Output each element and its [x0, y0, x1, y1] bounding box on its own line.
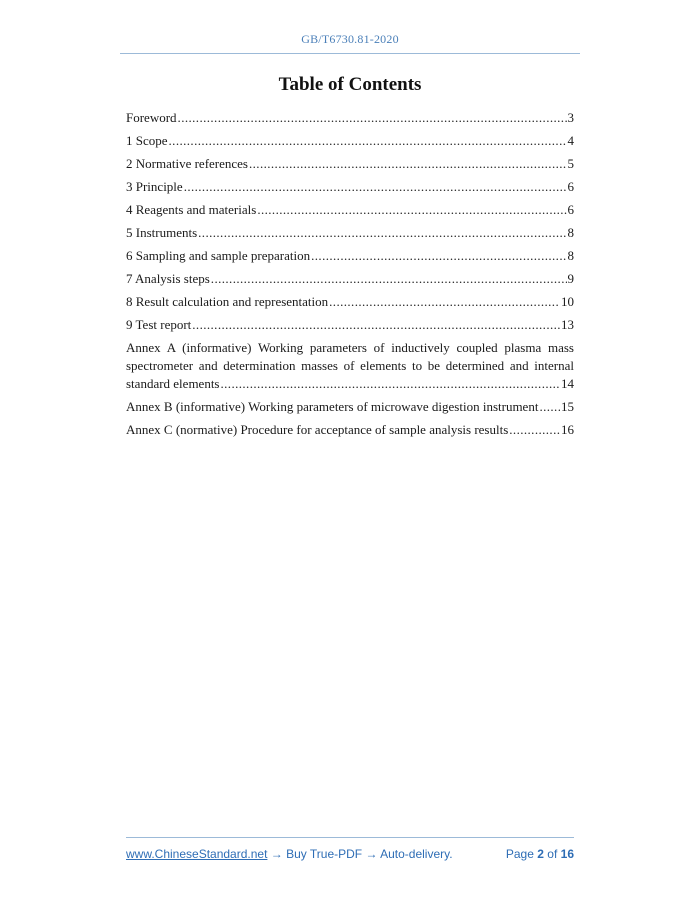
- toc-entry-normative-references[interactable]: [126, 155, 574, 173]
- toc-entry-title: 4 Reagents and materials: [126, 202, 257, 217]
- toc-entry-page: 8: [567, 225, 574, 240]
- dot-leader: [311, 247, 566, 265]
- toc-title: Table of Contents: [278, 74, 422, 95]
- toc-entry-instruments[interactable]: [126, 224, 574, 242]
- dot-leader: [184, 178, 567, 196]
- toc-entry-foreword[interactable]: [126, 109, 574, 127]
- toc-entry-title: Annex B (informative) Working parameters of microwave digestion instrument: [126, 399, 539, 414]
- dot-leader: [257, 201, 566, 219]
- toc-entry-page: 8: [567, 248, 574, 263]
- toc-entry-scope[interactable]: [126, 132, 574, 150]
- footer-promo-text: → Buy True-PDF → Auto-delivery.: [267, 847, 453, 861]
- toc-entry-reagents[interactable]: [126, 201, 574, 219]
- toc-entry-title: 6 Sampling and sample preparation: [126, 248, 311, 263]
- dot-leader: [539, 398, 560, 416]
- toc-entry-result-calculation[interactable]: [126, 293, 574, 311]
- dot-leader: [329, 293, 560, 311]
- dot-leader: [198, 224, 566, 242]
- dot-leader: [221, 375, 561, 393]
- footer-page-of: of: [547, 847, 558, 861]
- toc-entry-title: 7 Analysis steps: [126, 271, 210, 286]
- toc-entry-annex-c[interactable]: [126, 421, 574, 439]
- toc-entry-page: 6: [567, 202, 574, 217]
- toc-entry-page: 3: [567, 110, 574, 125]
- header-divider: [120, 53, 580, 54]
- toc-entry-test-report[interactable]: [126, 316, 574, 334]
- toc-entry-title-line: Annex A (informative) Working parameters of inductively coupled plasma mass: [126, 340, 574, 355]
- dot-leader: [178, 109, 567, 127]
- footer-page-total: 16: [560, 847, 574, 861]
- toc-entry-title-line: spectrometer and determination masses of elements to be determined and internal: [126, 358, 574, 373]
- dot-leader: [169, 132, 567, 150]
- dot-leader: [192, 316, 560, 334]
- toc-entry-annex-a[interactable]: [126, 339, 574, 393]
- toc-entry-title: Foreword: [126, 110, 177, 125]
- toc-entry-title: 5 Instruments: [126, 225, 198, 240]
- footer-website-link[interactable]: www.ChineseStandard.net: [126, 847, 268, 861]
- toc-entry-title: 8 Result calculation and representation: [126, 294, 329, 309]
- footer-promo: [126, 847, 453, 861]
- toc-entry-page: 6: [567, 179, 574, 194]
- toc-entry-title: 3 Principle: [126, 179, 183, 194]
- dot-leader: [249, 155, 567, 173]
- toc-entry-annex-b[interactable]: [126, 398, 574, 416]
- toc-entry-sampling[interactable]: [126, 247, 574, 265]
- toc-entry-title: 2 Normative references: [126, 156, 248, 171]
- footer-page-current: 2: [537, 847, 544, 861]
- footer-page-label: Page: [505, 847, 534, 861]
- footer-divider: [126, 837, 574, 838]
- toc-list: [126, 109, 574, 444]
- toc-entry-page: 5: [567, 156, 574, 171]
- dot-leader: [509, 421, 560, 439]
- dot-leader: [211, 270, 567, 288]
- header-standard-code: GB/T6730.81-2020: [301, 32, 399, 46]
- toc-entry-page: 10: [561, 294, 574, 309]
- toc-entry-principle[interactable]: [126, 178, 574, 196]
- toc-entry-page: 9: [567, 271, 574, 286]
- toc-entry-title: 1 Scope: [126, 133, 168, 148]
- toc-entry-title: 9 Test report: [126, 317, 192, 332]
- page-footer: [126, 845, 574, 863]
- toc-entry-page: 15: [561, 399, 574, 414]
- toc-entry-page: 14: [561, 376, 574, 391]
- toc-entry-page: 13: [561, 317, 574, 332]
- toc-entry-analysis-steps[interactable]: [126, 270, 574, 288]
- toc-entry-page: 4: [567, 133, 574, 148]
- toc-entry-page: 16: [561, 422, 574, 437]
- toc-entry-title: Annex C (normative) Procedure for acceptance of sample analysis results: [126, 422, 509, 437]
- footer-page-number: [506, 847, 574, 861]
- toc-entry-title-line: standard elements: [126, 376, 220, 391]
